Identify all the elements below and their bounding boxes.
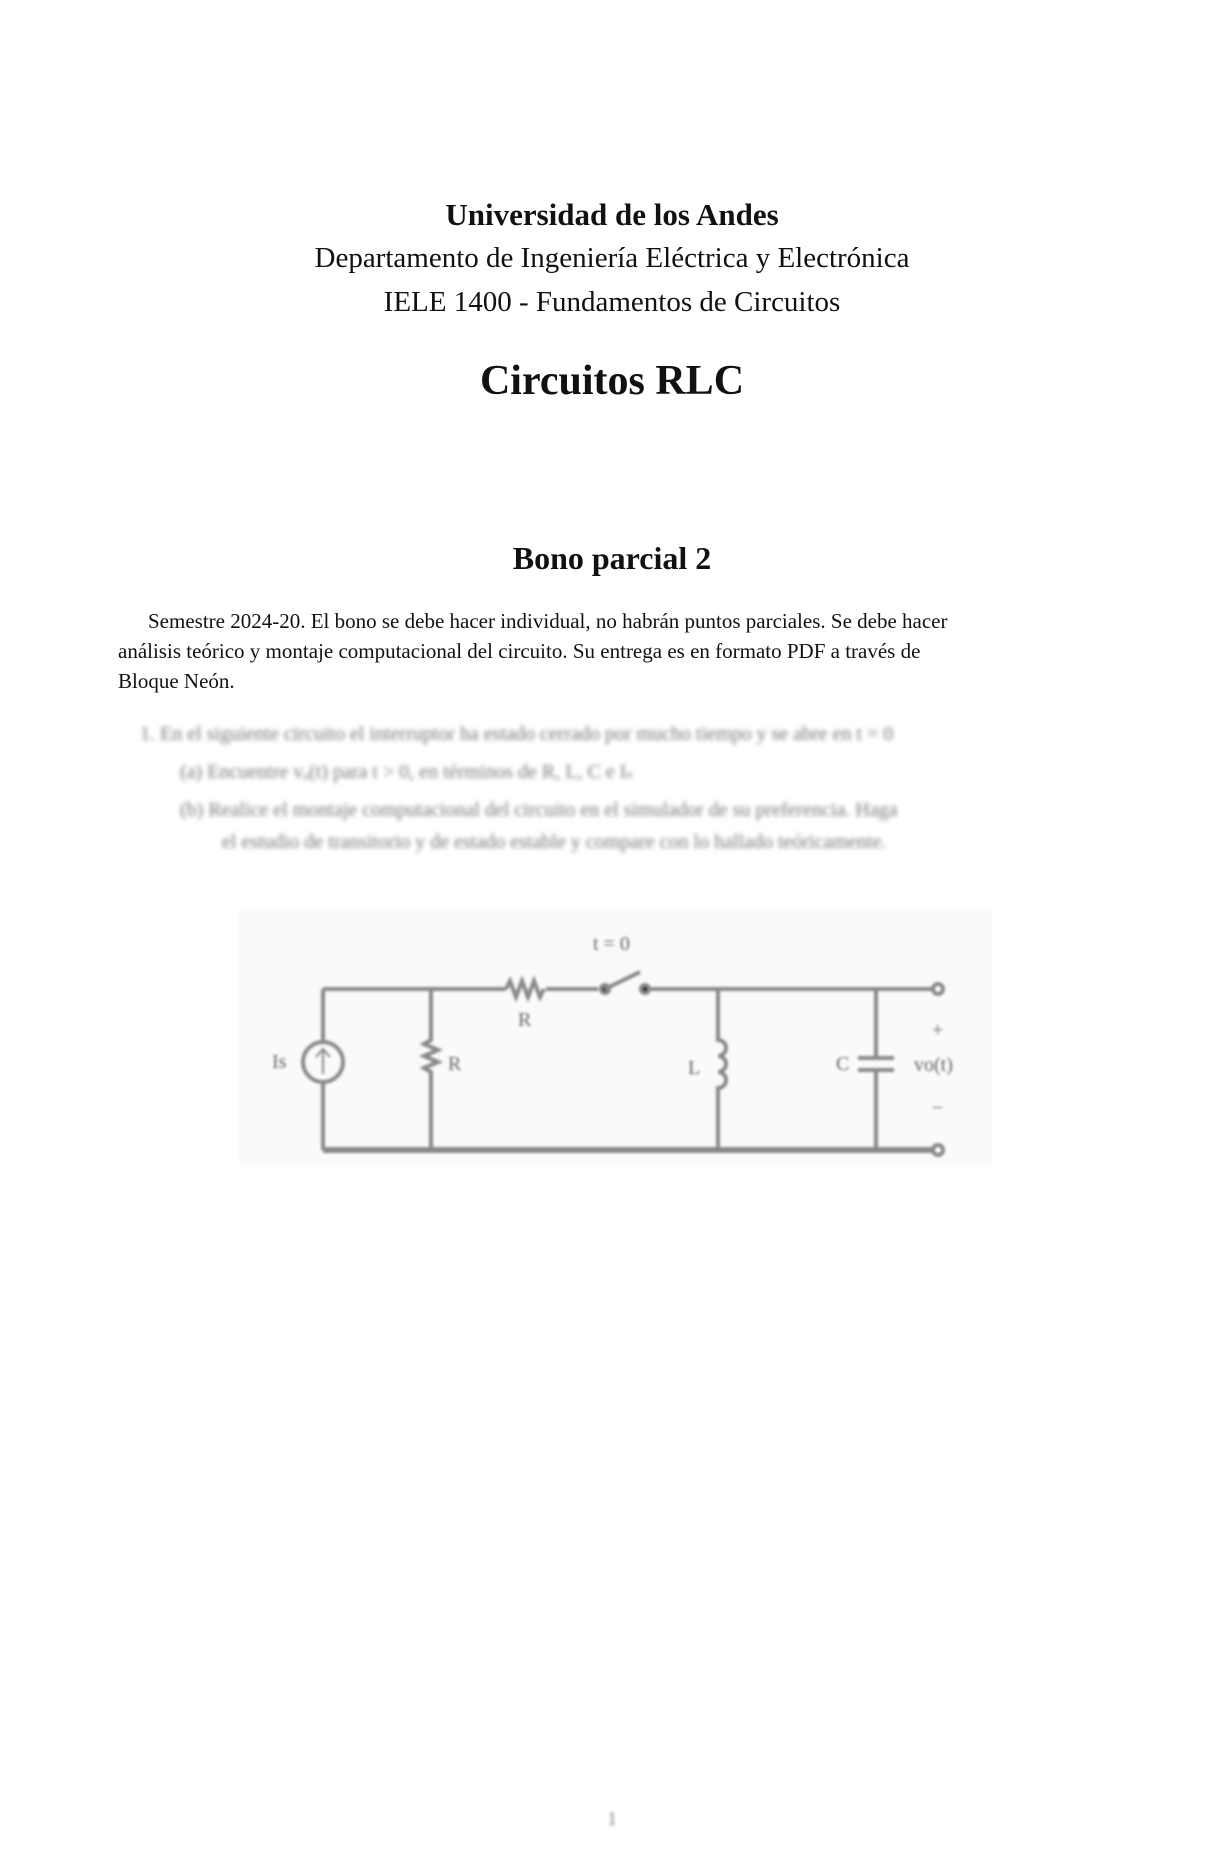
course-name: IELE 1400 - Fundamentos de Circuitos bbox=[383, 286, 841, 318]
question-1b: (b) Realice el montaje computacional del circuito en el simulador de su preferencia. Haga bbox=[180, 799, 898, 821]
output-terminal bbox=[933, 1145, 943, 1155]
document-title: Circuitos RLC bbox=[479, 358, 745, 404]
questions-list bbox=[118, 718, 1112, 858]
output-label: vo(t) bbox=[914, 1054, 953, 1076]
capacitor-label: C bbox=[836, 1053, 850, 1075]
circuit-svg bbox=[239, 908, 992, 1165]
current-arrow-icon bbox=[316, 1049, 330, 1074]
section-title: Bono parcial 2 bbox=[512, 540, 712, 576]
body-text bbox=[118, 606, 1112, 858]
capacitor-icon bbox=[858, 1058, 894, 1070]
source-label: Is bbox=[272, 1051, 287, 1073]
department-name: Departamento de Ingeniería Eléctrica y Electrónica bbox=[314, 242, 910, 274]
shunt-resistor-icon bbox=[424, 989, 438, 1150]
paragraph-line: análisis teórico y montaje computacional del circuito. Su entrega es en formato PDF a través de bbox=[118, 639, 921, 663]
university-name: Universidad de los Andes bbox=[445, 197, 779, 232]
series-resistor-icon bbox=[506, 981, 544, 997]
circuit-diagram bbox=[239, 908, 992, 1165]
paragraph-line: Bloque Neón. bbox=[118, 669, 235, 693]
question-1b-cont: el estudio de transitorio y de estado estable y compare con lo hallado teóricamente. bbox=[222, 831, 887, 853]
output-terminal bbox=[933, 984, 943, 994]
switch-icon bbox=[605, 972, 640, 989]
series-resistor-label: R bbox=[518, 1009, 532, 1031]
question-1: 1. En el siguiente circuito el interruptor ha estado cerrado por mucho tiempo y se abre en t = 0 bbox=[140, 723, 894, 745]
output-plus: + bbox=[932, 1019, 944, 1041]
switch-label: t = 0 bbox=[593, 933, 630, 955]
shunt-resistor-label: R bbox=[448, 1053, 462, 1075]
output-minus: − bbox=[932, 1097, 944, 1119]
switch-contact bbox=[641, 985, 649, 993]
inductor-label: L bbox=[688, 1057, 701, 1079]
paragraph-line: Semestre 2024-20. El bono se debe hacer individual, no habrán puntos parciales. Se debe hacer bbox=[148, 609, 948, 633]
inductor-icon bbox=[718, 989, 726, 1150]
question-1a: (a) Encuentre vₒ(t) para t > 0, en términos de R, L, C e Iₛ bbox=[180, 761, 634, 783]
page-number: 1 bbox=[607, 1808, 617, 1830]
instructions-paragraph bbox=[118, 606, 1112, 696]
